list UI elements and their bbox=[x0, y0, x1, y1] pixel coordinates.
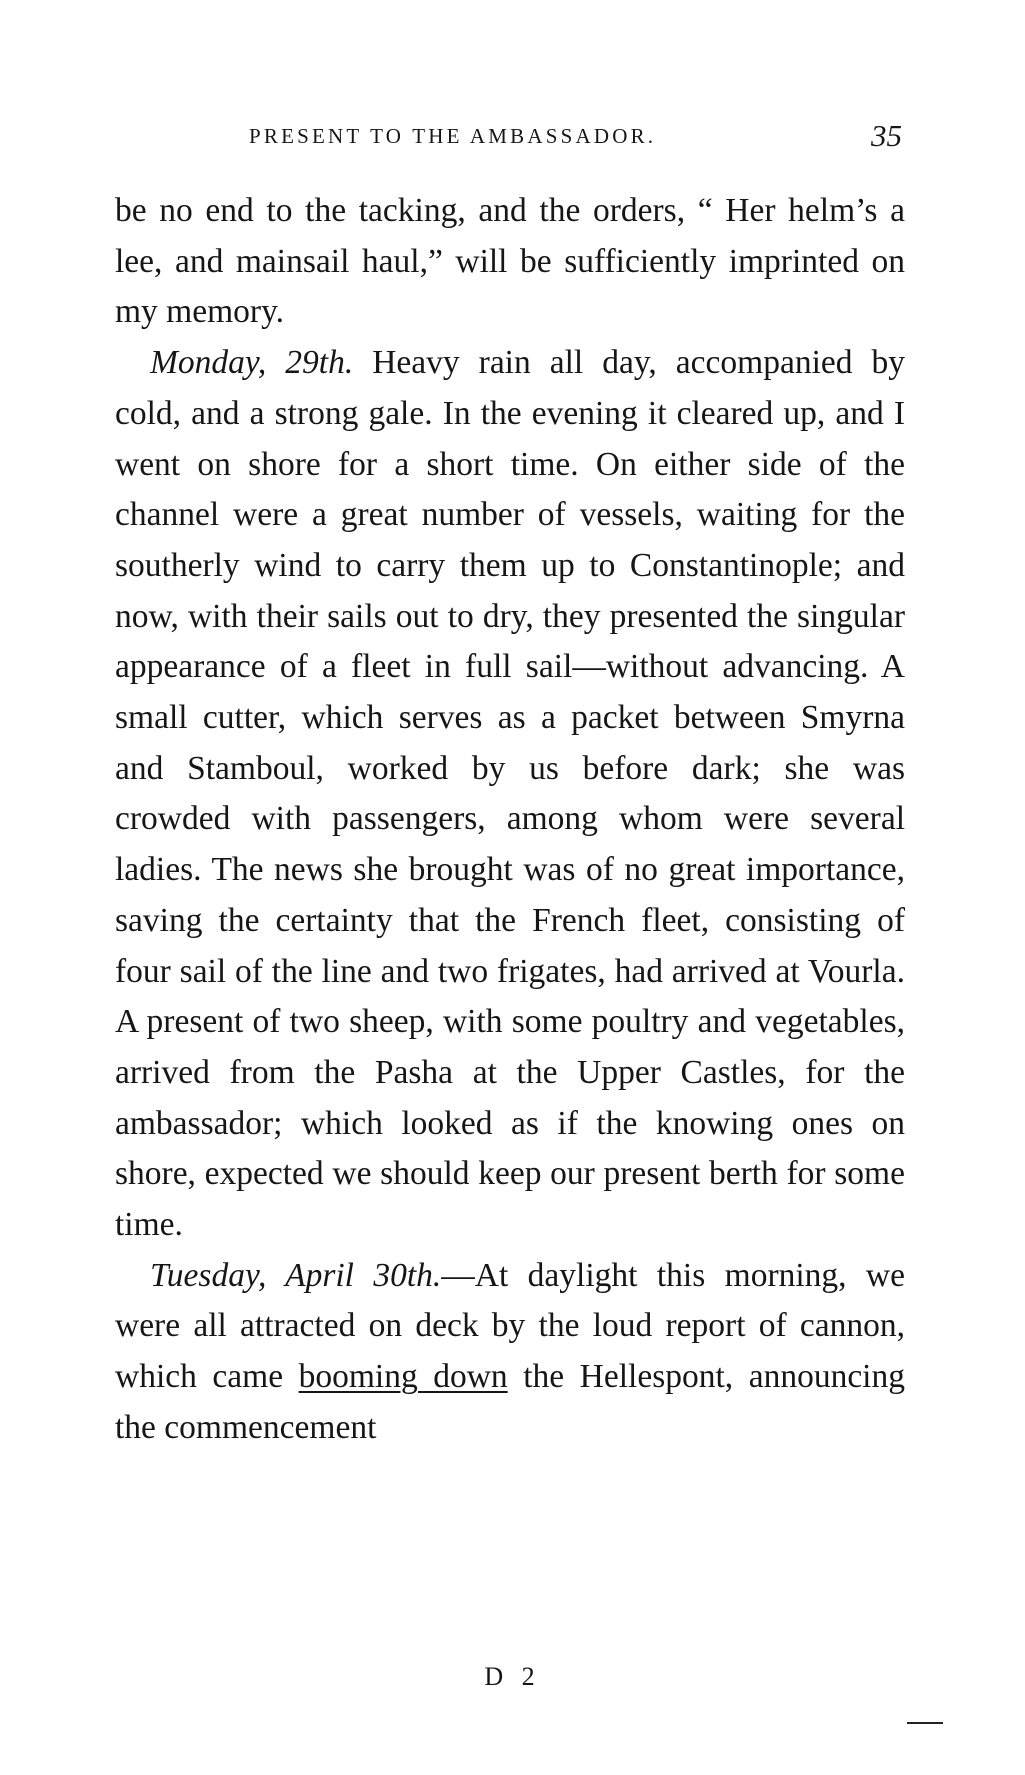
monday-entry-text: Heavy rain all day, accompanied by cold, and a strong gale. In the evening it cleared up, and I went on shore for a short time. On either side of the channel were a great number of vessels, waiting for the southerly wind to carry them up to Constantinople; and now, with their sails out to dry, they presented the singular appearance of a fleet in full sail—without advancing. A small cutter, which serves as a packet between Smyrna and Stamboul, worked by us before dark; she was crowded with passengers, among whom were several ladies. The news she brought was of no great importance, saving the certainty that the French fleet, consisting of four sail of the line and two frigates, had arrived at Vourla. A present of two sheep, with some poultry and vegetables, arrived from the Pasha at the Upper Castles, for the ambassador; which looked as if the knowing ones on shore, expected we should keep our present berth for some time. bbox=[115, 344, 905, 1244]
signature-mark bbox=[0, 1662, 1025, 1692]
running-head bbox=[114, 118, 914, 158]
paragraph-tuesday-entry bbox=[115, 1251, 905, 1454]
body-text bbox=[115, 186, 905, 1454]
running-title: PRESENT TO THE AMBASSADOR. bbox=[249, 124, 657, 148]
entry-date-monday: Monday, 29th. bbox=[150, 344, 354, 382]
underlined-phrase: booming down bbox=[298, 1358, 508, 1396]
tuesday-entry-text-end: the Hellespont, announcing the commencement bbox=[115, 1358, 905, 1446]
signature-mark-text: D 2 bbox=[484, 1662, 541, 1691]
paragraph-continuation-text: be no end to the tacking, and the orders, “ Her helm’s a lee, and mainsail haul,” will be sufficiently imprinted on my memory. bbox=[115, 192, 905, 331]
paragraph-continuation bbox=[115, 186, 905, 338]
page-number: 35 bbox=[871, 118, 902, 153]
paragraph-monday-entry bbox=[115, 338, 905, 1251]
tuesday-entry-text-start: —At daylight this morning, we were all attracted on deck by the loud report of cannon, which came bbox=[115, 1256, 905, 1396]
margin-pen-mark bbox=[907, 1722, 943, 1724]
entry-date-tuesday: Tuesday, April 30th. bbox=[150, 1256, 442, 1294]
